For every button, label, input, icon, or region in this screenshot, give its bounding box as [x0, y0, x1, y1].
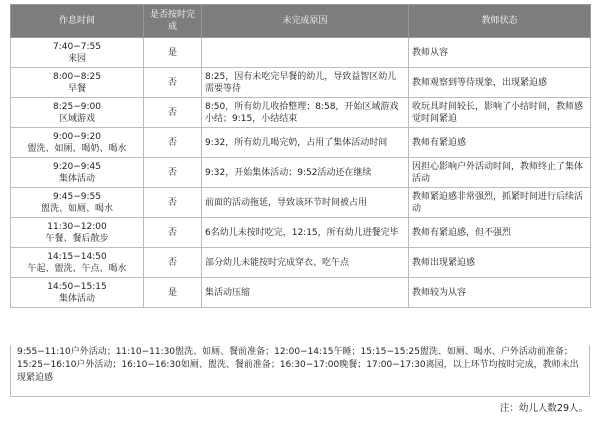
summary-note: 9:55−11:10户外活动；11:10−11:30盥洗、如厕、餐前准备；12:00−14:15午睡；15:15−15:25盥洗、如厕、喝水、户外活动前准备；15:25−16:10户外活动；16:10−16:30如厕、盥洗、餐前准备；16:30−17:00晚餐；17:00−17:30离园，以上环节均按时完成，教师未出现紧迫感: [10, 345, 590, 397]
time-range: 7:40−7:55: [53, 41, 101, 52]
table-row: [11, 278, 591, 308]
cell-teacher-state: 教师有紧迫感，但不强烈: [409, 218, 591, 248]
activity-name: 集体活动: [58, 173, 95, 184]
header-on-time: 是否按时完成: [144, 5, 202, 38]
time-range: 14:50−15:15: [47, 281, 107, 292]
table-body: [11, 38, 591, 308]
table-row: [11, 248, 591, 278]
cell-reason: 8:50，所有幼儿收拾整理；8:58，开始区域游戏小结；9:15，小结结束: [202, 98, 409, 128]
table-row: [11, 38, 591, 68]
cell-reason: 9:32，开始集体活动；9:52活动还在继续: [202, 158, 409, 188]
cell-reason: 前面的活动拖延，导致该环节时间被占用: [202, 188, 409, 218]
table-row: [11, 98, 591, 128]
activity-name: 早餐: [67, 83, 86, 94]
cell-teacher-state: 教师观察到等待现象，出现紧迫感: [409, 68, 591, 98]
cell-teacher-state: 教师较为从容: [409, 278, 591, 308]
cell-reason: [202, 38, 409, 68]
cell-reason: 8:25，因有未吃完早餐的幼儿，导致益智区幼儿需要等待: [202, 68, 409, 98]
cell-schedule-time: [11, 218, 144, 248]
table-row: [11, 188, 591, 218]
header-schedule-time: 作息时间: [11, 5, 144, 38]
table-row: [11, 68, 591, 98]
footnote: 注：幼儿人数29人。: [499, 403, 588, 414]
cell-schedule-time: [11, 188, 144, 218]
activity-name: 来园: [67, 53, 86, 64]
time-range: 14:15−14:50: [47, 251, 107, 262]
cell-teacher-state: 教师有紧迫感: [409, 128, 591, 158]
schedule-table: [10, 4, 591, 308]
table-row: [11, 128, 591, 158]
cell-schedule-time: [11, 158, 144, 188]
activity-name: 盥洗、如厕、喝奶、喝水: [27, 143, 127, 154]
cell-schedule-time: [11, 68, 144, 98]
cell-reason: 部分幼儿未能按时完成穿衣、吃午点: [202, 248, 409, 278]
cell-on-time: 否: [144, 68, 202, 98]
activity-name: 盥洗、如厕、喝水: [40, 203, 113, 214]
cell-schedule-time: [11, 38, 144, 68]
time-range: 9:20−9:45: [53, 161, 101, 172]
time-range: 11:30−12:00: [47, 221, 107, 232]
cell-on-time: 否: [144, 248, 202, 278]
cell-schedule-time: [11, 248, 144, 278]
cell-teacher-state: 收玩具时间较长，影响了小结时间，教师感觉时间紧迫: [409, 98, 591, 128]
cell-schedule-time: [11, 278, 144, 308]
time-range: 8:25−9:00: [53, 101, 101, 112]
cell-on-time: 否: [144, 158, 202, 188]
activity-name: 区域游戏: [58, 113, 95, 124]
time-range: 9:00−9:20: [53, 131, 101, 142]
cell-on-time: 否: [144, 98, 202, 128]
cell-schedule-time: [11, 98, 144, 128]
activity-name: 午起、盥洗、午点、喝水: [27, 263, 127, 274]
cell-on-time: 是: [144, 38, 202, 68]
cell-on-time: 否: [144, 128, 202, 158]
cell-on-time: 是: [144, 278, 202, 308]
table-row: [11, 218, 591, 248]
table-header-row: [11, 5, 591, 38]
cell-reason: 集活动压缩: [202, 278, 409, 308]
cell-on-time: 否: [144, 218, 202, 248]
cell-teacher-state: 教师出现紧迫感: [409, 248, 591, 278]
activity-name: 集体活动: [58, 293, 95, 304]
activity-name: 午餐、餐后散步: [45, 233, 109, 244]
time-range: 9:45−9:55: [53, 191, 101, 202]
cell-reason: 6名幼儿未按时吃完，12:15，所有幼儿进餐完毕: [202, 218, 409, 248]
header-teacher-state: 教师状态: [409, 5, 591, 38]
cell-on-time: 否: [144, 188, 202, 218]
header-reason: 未完成原因: [202, 5, 409, 38]
cell-teacher-state: 因担心影响户外活动时间，教师终止了集体活动: [409, 158, 591, 188]
time-range: 8:00−8:25: [53, 71, 101, 82]
cell-schedule-time: [11, 128, 144, 158]
cell-teacher-state: 教师从容: [409, 38, 591, 68]
cell-reason: 9:32，所有幼儿喝完奶，占用了集体活动时间: [202, 128, 409, 158]
table-row: [11, 158, 591, 188]
cell-teacher-state: 教师紧迫感非常强烈，抓紧时间进行后续活动: [409, 188, 591, 218]
